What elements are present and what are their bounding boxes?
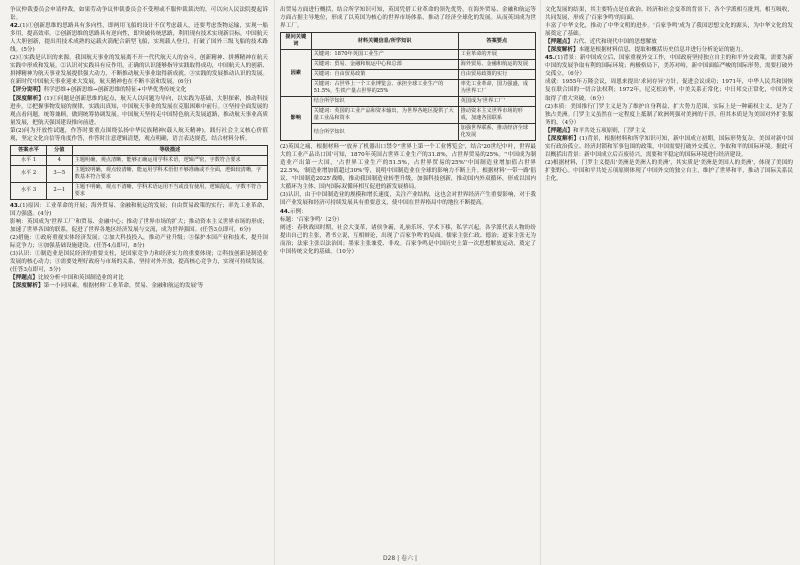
table-cell: 关键词：英国的工业产品和资本输出，为世界各地区提供了大量工业品和资本: [311, 107, 458, 124]
table-cell: 主题不明确，观点不清晰，学科术语运用不当或没有使用，逻辑混乱，字数不符合要求: [72, 182, 267, 199]
paragraph: 比较分析·中国和英国制造业的对比: [37, 275, 124, 282]
paragraph: (1)背景：新中国成立后，国家重视外交工作，中国政府坚持独立自主的和平外交政策，需要为新中国的发展争取有利的国际环境；两极格局下，美苏对峙，新中国面临严峻的国际形势，需要打破外交孤立。（6分）: [545, 55, 793, 78]
table-row: [11, 155, 268, 165]
grading-table: [10, 145, 268, 200]
table-row: [281, 60, 536, 70]
analysis: [10, 95, 268, 127]
table-row: [281, 107, 536, 124]
column-left: [10, 6, 268, 548]
page-number: D28 | 卷六 |: [382, 555, 418, 562]
paragraph: (1)原因：工业革命的开展；海外贸易、金融和航运的发展；自由贸易政策的实行；率先工业革命，国力强盛。(4分): [10, 202, 268, 217]
note: [10, 86, 268, 94]
table-row: [281, 97, 536, 107]
table-cell: 海外贸易、金融和航运的发展: [458, 60, 535, 70]
table-row: [11, 165, 268, 182]
paragraph: 示例：: [289, 208, 307, 215]
paragraph: 科学思维+创新思维→创新思维的特征+中华优秀传统文化: [43, 87, 187, 94]
paragraph: 第(2)问为开放性试题，作答时要重点围绕弘扬中华民族精神(载人航天精神)，践行社会主义核心价值观，坚定文化自信等角度作答，作答时注意逻辑清楚，观点明确，语言表达规范，结合材料分析。: [10, 127, 268, 142]
paragraph: (1)背景，根据材料和所学知识可知，新中国成立初期，国际形势复杂，美国对新中国实行政治孤立、经济封锁和军事包围的政策，中国需要打破外交孤立，争取和平的国际环境。据此可以概括出背景：新中国成立后百废待兴，需要和平稳定的国际环境进行经济建设。: [545, 135, 793, 158]
paragraph: (2)措施：①政府重视实体经济发展；②加大科技投入，推动产业升级；③保护本国产业和技术，提升国际竞争力；④加强基础设施建设。(任答4点即可，8分): [10, 234, 268, 250]
table-cell: 影响: [281, 97, 312, 141]
paragraph: 文化发展的结果，其主要特点是在政治、经济和社会变革的背景下，各个学派相互批判，相互吸收，共同发展，形成了'百家争鸣'的局面。: [545, 7, 793, 22]
analysis: [545, 135, 793, 159]
column-divider: [540, 0, 541, 565]
tag: 【评分说明】: [10, 87, 44, 94]
column-divider: [274, 0, 275, 565]
table-cell: 4: [46, 155, 72, 165]
paragraph: 第一小问因素，根据材料'工业革命，贸易、金融和航运的发展'等: [43, 283, 204, 290]
table-cell: 英国成为'世界工厂': [458, 97, 535, 107]
note: [545, 38, 793, 46]
table-cell: 结合所学知识: [311, 97, 458, 107]
note: [10, 274, 268, 282]
question-42: [10, 22, 268, 54]
paragraph: (1)①创新思维的思路具有多向性，即两用飞船的设计不仅考虑载人，还要考虑货物运输，实现一船多用，提高效率。②创新思维的思路具有逆向性，即突破传统思路，利用现有技术实现新目标，中国航天人大胆创新，提出用技术成熟的运载火箭配合新型飞船，实现载人登月，打破了国外三级飞船的技术路线。(5分): [10, 23, 268, 54]
header-cell: 提问关键词: [281, 33, 312, 50]
paragraph: 和平共处五项原则，门罗主义: [572, 127, 646, 134]
paragraph: (2)根据材料，门罗主义提出'美洲是美洲人的美洲'，其实质是'美洲是美国人的美洲'，体现了美国的扩张野心。中国和平共处五项原则体现了中国外交的独立自主，维护了世界和平，推动了国际关系民主化。: [545, 159, 793, 182]
table-cell: 推动资本主义世界市场的形成，加速各国联系: [458, 107, 535, 124]
table-cell: 率先工业革命，国力强盛，成为世界工厂: [458, 80, 535, 97]
table-cell: 水平 1: [11, 155, 47, 165]
table-header: [11, 145, 268, 155]
table-cell: 自由贸易政策的实行: [458, 70, 535, 80]
table-cell: 3—5: [46, 165, 72, 182]
table-cell: 关键词：1870年英国工业生产: [311, 50, 458, 60]
table-cell: 2—1: [46, 182, 72, 199]
table-row: [11, 182, 268, 199]
table-cell: 水平 2: [11, 165, 47, 182]
note: [545, 127, 793, 135]
table-row: [281, 80, 536, 97]
question-number: 42.: [10, 23, 20, 30]
table-row: [281, 50, 536, 60]
table-cell: 结合所学知识: [311, 124, 458, 141]
header-cell: 答案水平: [11, 145, 47, 155]
question-number: 44.: [280, 208, 290, 215]
table-cell: 水平 3: [11, 182, 47, 199]
table-cell: 工业革命的开展: [458, 50, 535, 60]
table-cell: 因素: [281, 50, 312, 97]
table-row: [281, 124, 536, 141]
column-right: [545, 6, 793, 548]
analysis: [10, 282, 268, 290]
paragraph: (3)认识，由于中国制造业的规模和增长速度，关注产业结构，这也会对世界经济产生重要影响，对于我国产业发展和经济可持续发展具有重要意义，使中国在世界格局中的地位不断提高。: [280, 192, 536, 207]
tag: 【深度解析】: [10, 283, 44, 290]
tag: 【押题点】: [545, 39, 573, 46]
question-number: 43.: [10, 202, 20, 209]
header-cell: 材料关键信息/所学知识: [311, 33, 458, 50]
tag: 【深度解析】: [545, 135, 580, 142]
paragraph: (3)认识：①制造业是国民经济的重要支柱，是国家竞争力和经济实力的重要体现；②科技创新是制造业发展的核心动力；③需要处理好政府与市场的关系，坚持对外开放，提高核心竞争力，实现可持续发展。(任答3点即可，5分): [10, 251, 268, 274]
tag: 【深度解析】: [10, 95, 45, 102]
tag: 【押题点】: [10, 275, 38, 282]
table-cell: 关键词：占世界上一个工业博览会、承担全球工业生产的51.5%，生铁产量占世界的25%: [311, 80, 458, 97]
paragraph: 影响：英国成为'世界工厂'和贸易、金融中心；推动了世界市场的扩大；推动资本主义世界市场的形成；加速了世界各国的联系，促进了世界各地区经济发展与交流，成为世界强国。(任答3点即可，6分): [10, 218, 268, 233]
paragraph: 阐述：春秋战国时期，社会大变革，诸侯争霸，礼崩乐坏，学术下移，私学兴起。各学派代表人物纷纷提出自己的主张，著书立说，互相辩论，出现了'百家争鸣'的局面。儒家主张仁政、德治；道家主张无为而治；法家主张以法治国；墨家主张兼爱、非攻。百家争鸣是中国历史上第一次思想解放运动，奠定了中国传统文化的基础。（10分）: [280, 224, 536, 255]
paragraph: (2)①实践是认识的来源。我国航天事业的发展离不开一代代航天人的奋斗，创新精神、拼搏精神在航天实践中形成和发展。②认识对实践具有反作用，正确的认识能够指导实践取得成功，中国航天人的创新、拼搏精神为航天事业发展提供强大动力，不断推动航天事业取得新成就。③实践的发展推动认识的发展。在新时代中国航天事业迎来大发展，航天精神也在不断丰富和发展。(6分): [10, 55, 268, 86]
paragraph: 成就：1955年万隆会议，周恩来提出'求同存异'方针，促进会议成功；1971年，中华人民共和国恢复在联合国的一切合法权利；1972年，尼克松访华，中美关系正常化；中日邦交正常化，中国外交取得了重大突破。（6分）: [545, 79, 793, 102]
question-number: 45.: [545, 55, 555, 62]
question-43: [10, 202, 268, 218]
table-cell: 关键词：贸易、金融和航运中心和总部: [311, 60, 458, 70]
paragraph: 争议仲裁委员会申请仲裁，如果劳动争议仲裁委员会不受理或不服仲裁裁决的，可以向人民法院提起诉讼。: [10, 7, 268, 22]
table-header: [281, 33, 536, 50]
analysis: [545, 46, 793, 54]
header-cell: 分值: [46, 145, 72, 155]
tag: 【深度解析】: [545, 47, 579, 54]
table-row: [281, 70, 536, 80]
header-cell: 答案要点: [458, 33, 535, 50]
paragraph: (1)①问题是创新思维的起点，航天人以问题为导向，以实践为基础，大胆探索，推动科技进步。②把握事物发展的规律，实践出真知，中国航天事业的发展在克服困难中前行。③坚持全面发展的观点看问题，统筹兼顾，做到统筹协调发展。中国航天坚持走中国特色航天发展道路，推动航天事业高质量发展，把航天强国建设推向前进。: [10, 95, 268, 126]
tag: 【押题点】: [545, 127, 573, 134]
paragraph: 丰富了中华文化，推动了中华文明的进步。'百家争鸣'成为了我国思想文化的源头，为中华文化的发展奠定了基础。: [545, 23, 793, 38]
table-cell: 主题较明确，观点较清晰，能运用学科术语但不够准确或不全面，逻辑较清晰，字数基本符合要求: [72, 165, 267, 182]
paragraph: (2)英国之痛，根据材料一'放弃了机器出口禁令''世界上第一个工业博览会'，结合'20世纪中叶，世界最大的工业产品出口国'可知，1870年英国占世界工业生产的31.8%，占世界贸易的25%。''中国成为制造业产出第一大国，'占世界工业生产的51.5%，占世界贸易的25%''中国制造业增加值占世界22.5%，'制造业增加值超过30%'等，说明中国制造业在全球的影响力不断上升。根据材料'一带一路'倡议、'中国制造2025'战略，推动我国制造业转型升级，加强科技创新，推动国内外双循环，形成以国内大循环为主体、国内国际双循环相互促进的新发展格局。: [280, 144, 536, 191]
paragraph: (2)本质：美国推行门罗主义是为了维护自身利益，扩大势力范围，实际上是一种霸权主义，是为了独占美洲。门罗主义虽然在一定程度上抵制了欧洲列强对美洲的干涉，但其本质是为美国对外扩张服务的。（4分）: [545, 103, 793, 126]
analysis-table: [280, 32, 536, 141]
paragraph: 古代、近代和现代中国的思想解放: [572, 39, 657, 46]
header-cell: 等级描述: [72, 145, 267, 155]
question-44: [280, 208, 536, 216]
column-middle: [280, 6, 536, 548]
paragraph: 标题：'百家争鸣'（2分）: [280, 216, 343, 223]
paragraph: 本题是根据材料信息，提取和概括历史信息并进行分析论证的能力。: [578, 47, 747, 54]
question-45: [545, 54, 793, 78]
table-cell: 加强世界联系，推动经济全球化发展: [458, 124, 535, 141]
table-cell: 关键词：自由贸易政策: [311, 70, 458, 80]
table-cell: 主题明确，观点清晰，能够正确运用学科术语，逻辑严密，字数符合要求: [72, 155, 267, 165]
paragraph: 出贸易方面进行概括，结合所学知识可知，英国凭借工业革命的领先优势，在海外贸易、金融和航运等方面占据主导地位，形成了以英国为核心的世界市场体系，推动了经济全球化的发展。从而英国成为世界工厂。: [280, 7, 536, 30]
